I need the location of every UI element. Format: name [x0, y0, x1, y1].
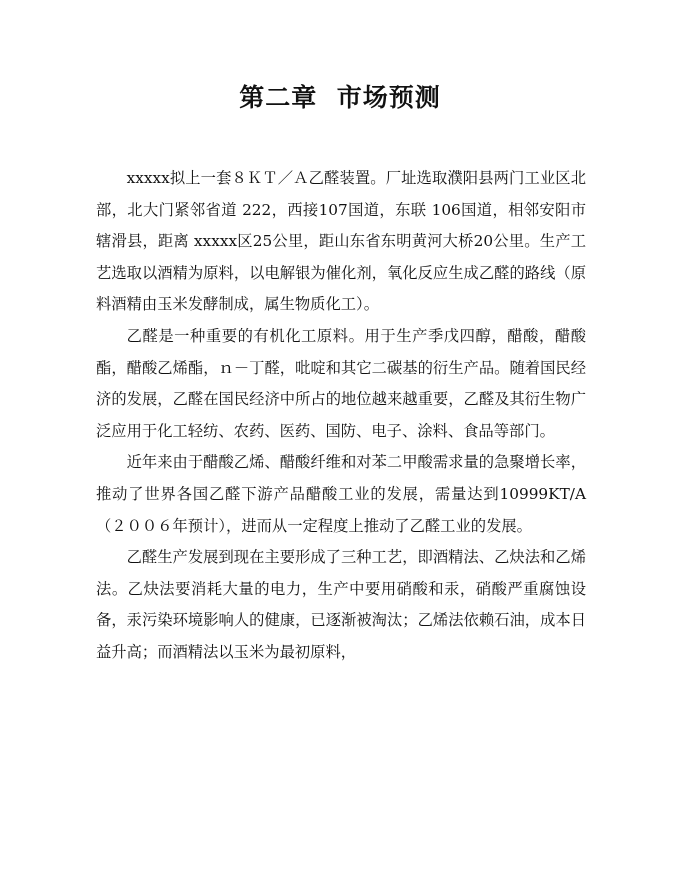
- paragraph-project-overview: xxxxx拟上一套８ＫＴ／Ａ乙醛装置。厂址选取濮阳县两门工业区北部，北大门紧邻省道 222，西接107国道，东联 106国道，相邻安阳市辖滑县，距离 xxxxx区25公里，距山东省东明黄河大桥20公里。生产工艺选取以酒精为原料，以电解银为催化剂，氧化反应生成乙醛的路线（原料酒精由玉米发酵制成，属生物质化工）。: [96, 169, 586, 314]
- paragraph-acetaldehyde-uses: 乙醛是一种重要的有机化工原料。用于生产季戊四醇，醋酸，醋酸酯，醋酸乙烯酯，ｎ－丁醛，吡啶和其它二碳基的衍生产品。随着国民经济的发展，乙醛在国民经济中所占的地位越来越重要，乙醛及其衍生物广泛应用于化工轻纺、农药、医药、国防、电子、涂料、食品等部门。: [96, 326, 586, 440]
- paragraph-production-processes: 乙醛生产发展到现在主要形成了三种工艺，即酒精法、乙炔法和乙烯法。乙炔法要消耗大量的电力，生产中要用硝酸和汞，硝酸严重腐蚀设备，汞污染环境影响人的健康，已逐渐被淘汰；乙烯法依赖石油，成本日益升高；而酒精法以玉米为最初原料，: [96, 548, 586, 661]
- document-body: [96, 163, 586, 669]
- chapter-title: 第二章 市场预测: [239, 83, 441, 112]
- paragraph-market-demand: 近年来由于醋酸乙烯、醋酸纤维和对苯二甲酸需求量的急聚增长率，推动了世界各国乙醛下游产品醋酸工业的发展，需量达到10999KT/A（２００６年预计），进而从一定程度上推动了乙醛工业的发展。: [96, 453, 586, 535]
